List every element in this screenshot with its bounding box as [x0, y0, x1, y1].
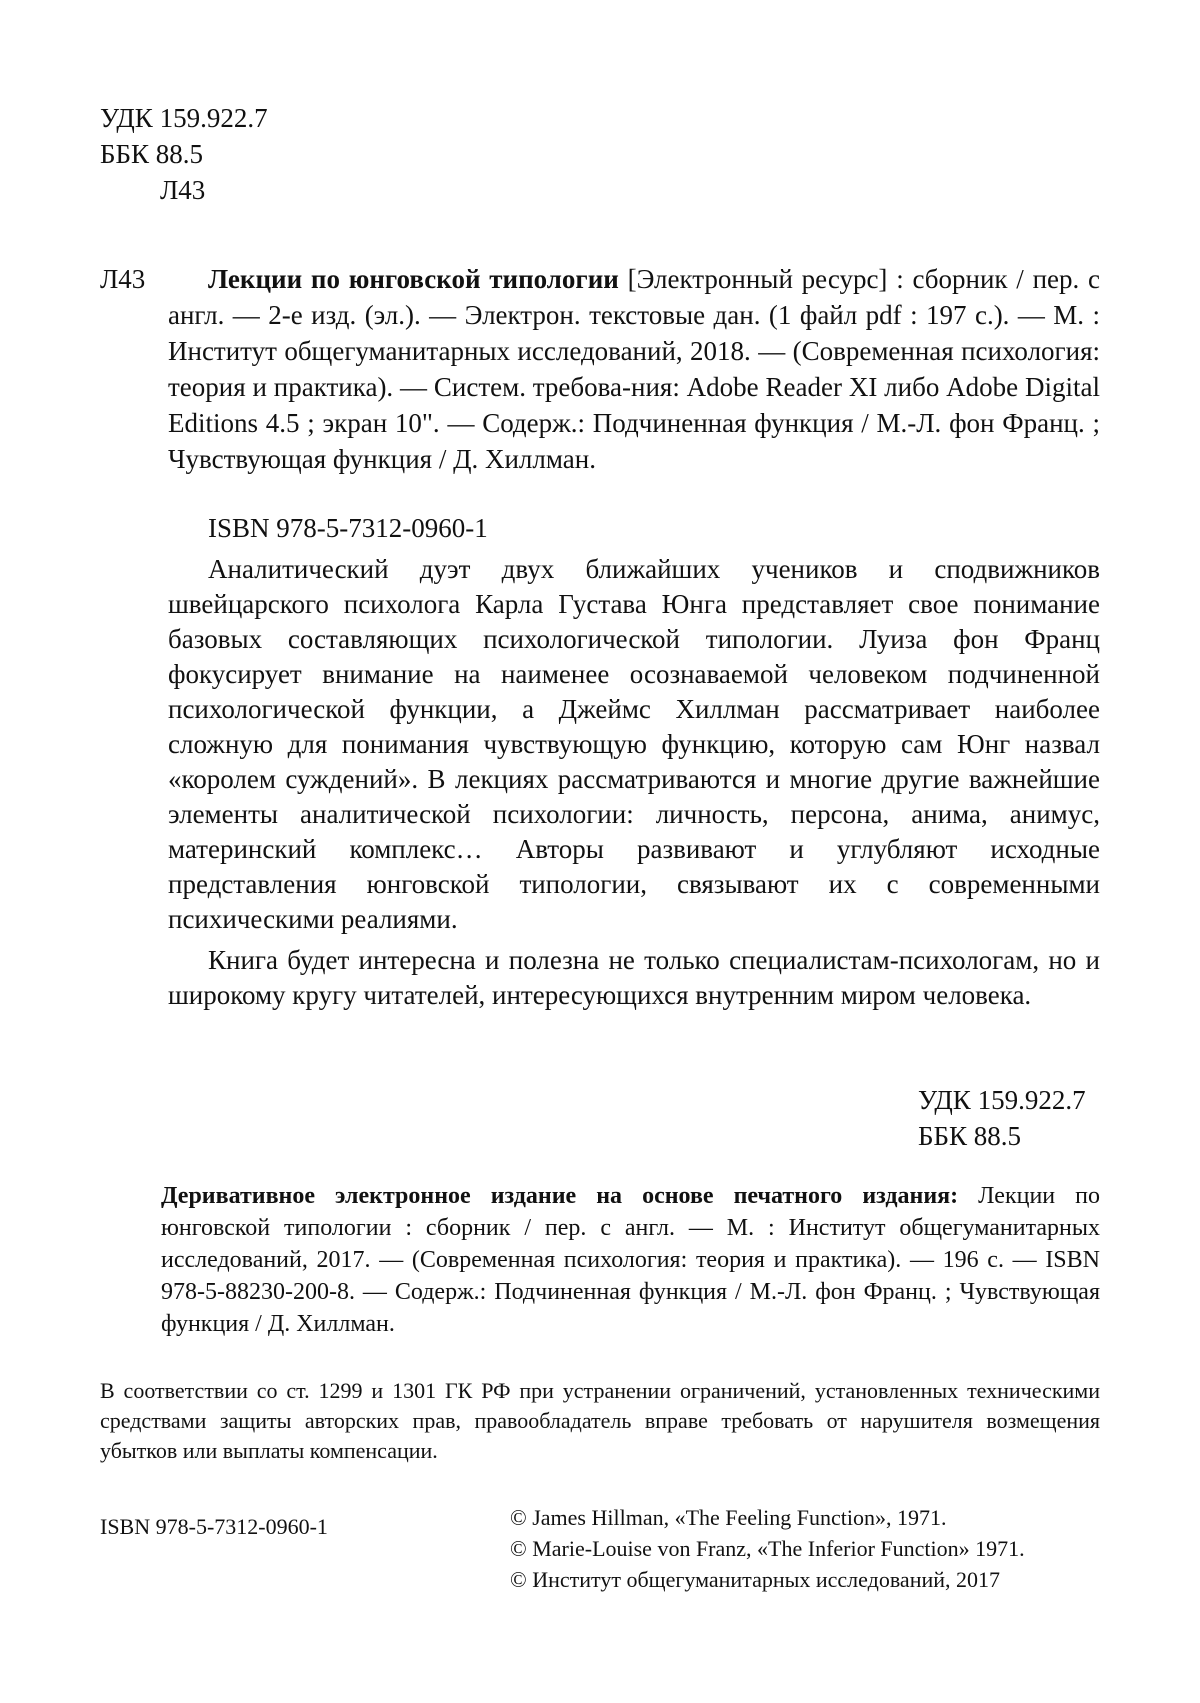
- classification-codes: [100, 100, 268, 208]
- isbn: ISBN 978-5-7312-0960-1: [208, 513, 488, 543]
- classification-codes-footer: [918, 1082, 1086, 1154]
- annotation-paragraph: Книга будет интересна и полезна не только специалистам-психологам, но и широкому кругу читателей, интересующихся внутренним миром человека.: [168, 945, 1100, 1010]
- bbk-code: ББК 88.5: [918, 1121, 1022, 1151]
- derivative-edition-note: [161, 1180, 1100, 1340]
- bibliographic-description: [Электронный ресурс] : сборник / пер. с англ. — 2-е изд. (эл.). — Электрон. текстовые дан. (1 файл pdf : 197 с.). — М. : Институт общегуманитарных исследований, 2018. — (Современная психология: теория и практика). — Систем. требова-ния: Adobe Reader XI либо Adobe Digital Editions 4.5 ; экран 10". — Содерж.: Подчиненная функция / М.-Л. фон Франц. ; Чувствующая функция / Д. Хиллман.: [168, 264, 1101, 474]
- derivative-label: Деривативное электронное издание на основе печатного издания:: [161, 1183, 959, 1209]
- isbn-bottom: ISBN 978-5-7312-0960-1: [100, 1514, 328, 1539]
- bbk-code: ББК 88.5: [100, 139, 204, 169]
- author-mark: Л43: [160, 175, 206, 205]
- bibliographic-entry: [168, 261, 1100, 477]
- copyright-line: © Marie-Louise von Franz, «The Inferior Function» 1971.: [510, 1536, 1025, 1561]
- entry-author-mark: Л43: [100, 264, 146, 294]
- copyright-line: © James Hillman, «The Feeling Function», 1971.: [510, 1505, 947, 1530]
- udk-code: УДК 159.922.7: [918, 1085, 1086, 1115]
- annotation: [168, 552, 1100, 1019]
- legal-notice: В соответствии со ст. 1299 и 1301 ГК РФ при устранении ограничений, установленных техническими средствами защиты авторских прав, правообладатель вправе требовать от нарушителя возмещения убытков или выплаты компенсации.: [100, 1378, 1100, 1463]
- udk-code: УДК 159.922.7: [100, 103, 268, 133]
- copyright-line: © Институт общегуманитарных исследований, 2017: [510, 1567, 1001, 1592]
- annotation-paragraph: Аналитический дуэт двух ближайших учеников и сподвижников швейцарского психолога Карла Густава Юнга представляет свое понимание базовых составляющих психологической типологии. Луиза фон Франц фокусирует внимание на наименее осознаваемой человеком подчиненной психологической функции, а Джеймс Хиллман рассматривает наиболее сложную для понимания чувствующую функцию, которую сам Юнг назвал «королем суждений». В лекциях рассматриваются и многие другие важнейшие элементы аналитической психологии: личность, персона, анима, анимус, материнский комплекс… Авторы развивают и углубляют исходные представления юнговской типологии, связывают их с современными психическими реалиями.: [168, 554, 1100, 934]
- copyright-block: [510, 1502, 1025, 1595]
- book-title: Лекции по юнговской типологии: [208, 264, 619, 294]
- derivative-text: Лекции по юнговской типологии : сборник / пер. с англ. — М. : Институт общегуманитарных исследований, 2017. — (Современная психология: теория и практика). — 196 с. — ISBN 978-5-88230-200-8. — Содерж.: Подчиненная функция / М.-Л. фон Франц. ; Чувствующая функция / Д. Хиллман.: [161, 1183, 1100, 1337]
